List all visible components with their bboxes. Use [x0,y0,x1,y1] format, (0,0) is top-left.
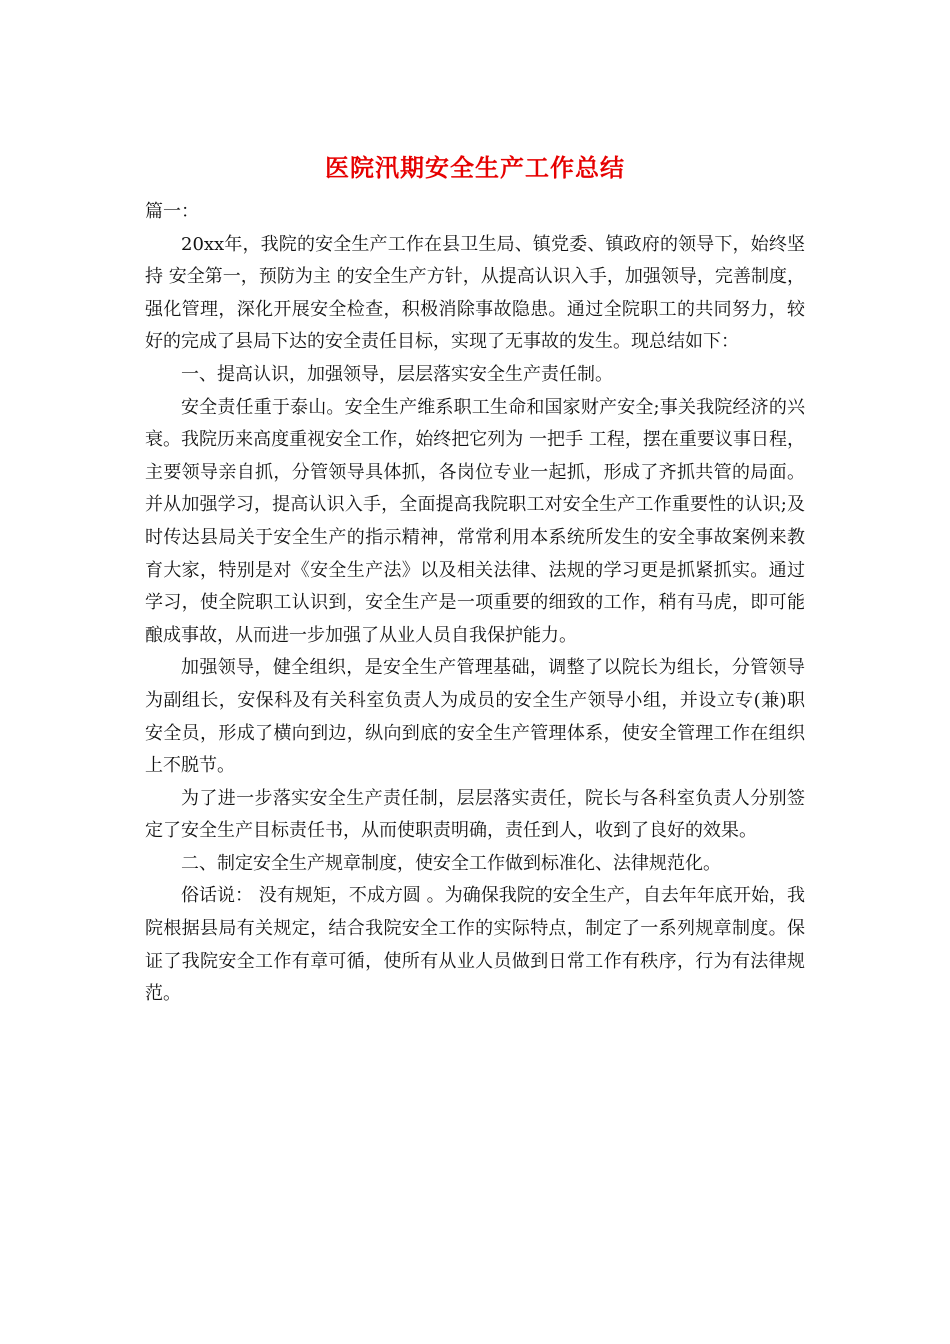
paragraph-safety-responsibility: 安全责任重于泰山。安全生产维系职工生命和国家财产安全;事关我院经济的兴衰。我院历来高度重视安全工作，始终把它列为 一把手 工程，摆在重要议事日程，主要领导亲自抓，分管领导具体抓，各岗位专业一起抓，形成了齐抓共管的局面。并从加强学习，提高认识入手，全面提高我院职工对安全生产工作重要性的认识;及时传达县局关于安全生产的指示精神，常常利用本系统所发生的安全事故案例来教育大家，特别是对《安全生产法》以及相关法律、法规的学习更是抓紧抓实。通过学习，使全院职工认识到，安全生产是一项重要的细致的工作，稍有马虎，即可能酿成事故，从而进一步加强了从业人员自我保护能力。 [145,396,805,646]
paragraph-leadership-organization: 加强领导，健全组织，是安全生产管理基础，调整了以院长为组长，分管领导为副组长，安保科及有关科室负责人为成员的安全生产领导小组，并设立专(兼)职安全员，形成了横向到边，纵向到底的安全生产管理体系，使安全管理工作在组织上不脱节。 [145,657,805,777]
document-body [145,196,805,1011]
paragraph-rules-regulations: 俗话说： 没有规矩，不成方圆 。为确保我院的安全生产，自去年年底开始，我院根据县局有关规定，结合我院安全工作的实际特点，制定了一系列规章制度。保证了我院安全工作有章可循，使所有从业人员做到日常工作有秩序，行为有法律规范。 [145,885,805,1005]
paragraph-intro: 20xx年，我院的安全生产工作在县卫生局、镇党委、镇政府的领导下，始终坚持 安全第一，预防为主 的安全生产方针，从提高认识入手，加强领导，完善制度，强化管理，深化开展安全检查，积极消除事故隐患。通过全院职工的共同努力，较好的完成了县局下达的安全责任目标，实现了无事故的发生。现总结如下： [145,233,805,353]
heading-section-2: 二、制定安全生产规章制度，使安全工作做到标准化、法律规范化。 [181,852,721,874]
section-label: 篇一： [145,201,199,222]
document-title: 医院汛期安全生产工作总结 [325,153,625,182]
paragraph-responsibility-contracts: 为了进一步落实安全生产责任制，层层落实责任，院长与各科室负责人分别签定了安全生产目标责任书，从而使职责明确，责任到人，收到了良好的效果。 [145,787,805,842]
heading-section-1: 一、提高认识，加强领导，层层落实安全生产责任制。 [181,363,613,385]
